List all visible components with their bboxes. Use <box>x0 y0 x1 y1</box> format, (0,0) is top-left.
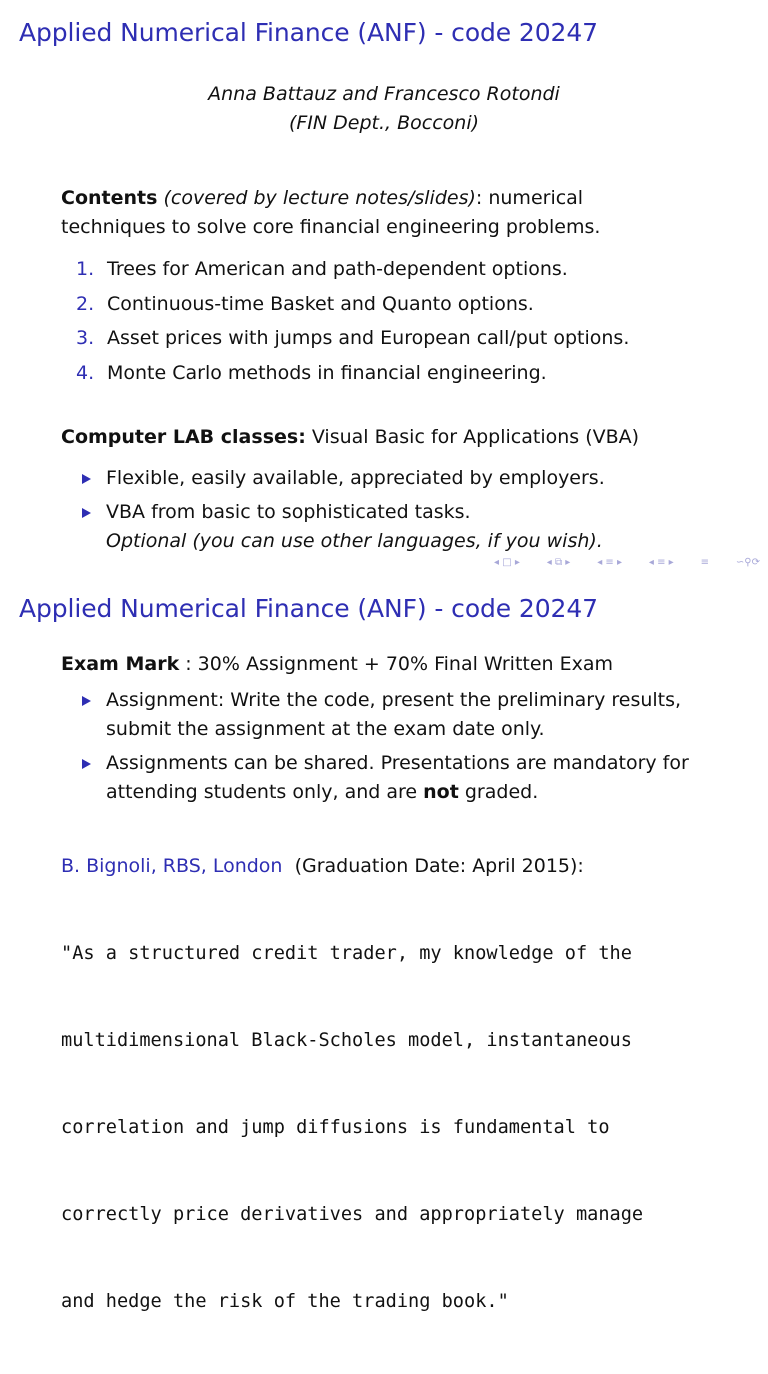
exam-paragraph <box>61 650 613 679</box>
contents-text: : numerical <box>475 187 584 209</box>
nav-section-icon[interactable]: ◂ ≡ ▸ <box>597 557 622 568</box>
testimonial-header <box>61 852 584 881</box>
list-item <box>81 749 689 807</box>
bullet-triangle-icon <box>82 508 91 518</box>
bullet-text: Assignment: Write the code, present the preliminary results, <box>106 689 682 711</box>
quote-line: correctly price derivatives and appropriately manage <box>61 1204 644 1225</box>
topics-list <box>76 255 629 393</box>
contents-text-line2: techniques to solve core financial engineering problems. <box>61 216 601 238</box>
bullet-triangle-icon <box>82 759 91 769</box>
lab-paragraph <box>61 423 639 452</box>
nav-subsection-icon[interactable]: ◂ ⧉ ▸ <box>546 557 571 568</box>
item-number: 2. <box>76 292 95 315</box>
exam-label: Exam Mark <box>61 653 180 675</box>
contents-note: (covered by lecture notes/slides) <box>163 187 476 209</box>
item-text: Monte Carlo methods in financial engineering. <box>107 361 547 384</box>
exam-text: : 30% Assignment + 70% Final Written Exam <box>179 653 614 675</box>
bullet-text: VBA from basic to sophisticated tasks. <box>106 501 471 523</box>
bullet-triangle-icon <box>82 696 91 706</box>
testimonial-date: (Graduation Date: April 2015): <box>282 855 584 877</box>
bullet-note: Optional (you can use other languages, if you wish). <box>106 530 603 552</box>
slide-2 <box>0 576 768 1312</box>
quote-line: multidimensional Black-Scholes model, instantaneous <box>61 1030 632 1051</box>
slide-title: Applied Numerical Finance (ANF) - code 20247 <box>19 18 598 47</box>
nav-align-icon[interactable]: ≡ <box>700 557 709 568</box>
exam-bullets <box>81 686 689 812</box>
authors-block <box>0 80 768 138</box>
list-item <box>81 498 605 556</box>
authors-names: Anna Battauz and Francesco Rotondi <box>208 83 560 105</box>
lab-label: Computer LAB classes: <box>61 426 306 448</box>
bullet-text-line2: submit the assignment at the exam date only. <box>106 718 545 740</box>
list-item <box>76 290 629 325</box>
slide-title: Applied Numerical Finance (ANF) - code 20247 <box>19 594 598 623</box>
beamer-navigation-bar[interactable] <box>494 556 760 570</box>
item-number: 4. <box>76 361 95 384</box>
slide-1 <box>0 0 768 576</box>
list-item <box>81 464 605 493</box>
authors-affiliation: (FIN Dept., Bocconi) <box>288 112 480 134</box>
bullet-text-end: graded. <box>458 781 539 803</box>
bullet-triangle-icon <box>82 474 91 484</box>
lab-text: Visual Basic for Applications (VBA) <box>305 426 640 448</box>
lab-bullets <box>81 464 605 561</box>
list-item <box>76 324 629 359</box>
nav-subsubsection-icon[interactable]: ◂ ≡ ▸ <box>648 557 674 568</box>
quote-line: and hedge the risk of the trading book." <box>61 1291 509 1312</box>
contents-paragraph <box>61 184 600 242</box>
testimonial-quote <box>61 881 643 1374</box>
quote-line: "As a structured credit trader, my knowledge of the <box>61 943 632 964</box>
list-item <box>76 255 629 290</box>
testimonial-author-link[interactable]: B. Bignoli, RBS, London <box>61 855 283 877</box>
list-item <box>76 359 629 394</box>
quote-line: correlation and jump diffusions is fundamental to <box>61 1117 610 1138</box>
list-item <box>81 686 689 744</box>
nav-search-icon[interactable]: ∽⚲⟳ <box>735 557 760 568</box>
bullet-text: Assignments can be shared. Presentations are mandatory for <box>106 752 689 774</box>
item-text: Asset prices with jumps and European call/put options. <box>107 327 630 349</box>
contents-label: Contents <box>61 187 158 209</box>
item-text: Continuous-time Basket and Quanto options. <box>107 292 534 315</box>
bullet-text: Flexible, easily available, appreciated by employers. <box>106 467 605 489</box>
bullet-text-line2: attending students only, and are <box>106 781 424 803</box>
item-number: 3. <box>76 327 95 349</box>
item-text: Trees for American and path-dependent options. <box>107 258 568 280</box>
emphasis-not: not <box>423 781 459 803</box>
item-number: 1. <box>76 258 95 280</box>
nav-frame-icon[interactable]: ◂ □ ▸ <box>494 557 520 568</box>
